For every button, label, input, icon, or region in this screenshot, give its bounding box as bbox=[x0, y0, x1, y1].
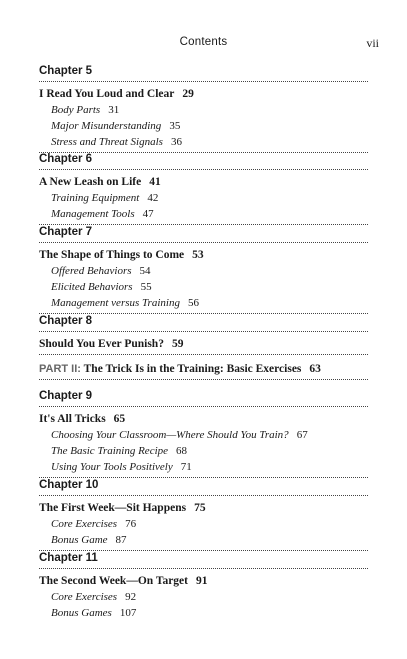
section-entry[interactable] bbox=[39, 102, 368, 118]
section-entry[interactable] bbox=[39, 118, 368, 134]
chapter-8 bbox=[39, 314, 368, 359]
section-title: Core Exercises bbox=[51, 591, 118, 603]
page-ref: 76 bbox=[125, 518, 137, 530]
section-entry[interactable] bbox=[39, 459, 368, 475]
chapter-10 bbox=[39, 478, 368, 555]
section-title: Using Your Tools Positively bbox=[51, 461, 173, 473]
chapter-label: Chapter 8 bbox=[39, 315, 93, 327]
page-ref: 53 bbox=[192, 249, 204, 261]
section-entry[interactable] bbox=[39, 427, 368, 443]
section-entry[interactable] bbox=[39, 134, 368, 150]
page-ref: 107 bbox=[119, 607, 137, 619]
page-ref: 92 bbox=[125, 591, 137, 603]
chapter-title: It's All Tricks bbox=[39, 413, 106, 425]
section-title: Offered Behaviors bbox=[51, 265, 132, 277]
contents-heading: Contents bbox=[179, 36, 228, 48]
page-ref: 91 bbox=[196, 575, 208, 587]
section-title: The Basic Training Recipe bbox=[51, 445, 169, 457]
page-ref: 75 bbox=[194, 502, 206, 514]
page-ref: 42 bbox=[147, 192, 159, 204]
dotted-divider bbox=[39, 495, 368, 497]
section-title: Major Misunderstanding bbox=[51, 120, 162, 132]
page-ref: 41 bbox=[149, 176, 161, 188]
section-entry[interactable] bbox=[39, 443, 368, 459]
section-title: Management Tools bbox=[51, 208, 135, 220]
section-title: Training Equipment bbox=[51, 192, 140, 204]
section-entry[interactable] bbox=[39, 516, 368, 532]
chapter-label: Chapter 6 bbox=[39, 153, 93, 165]
chapter-title: The Shape of Things to Come bbox=[39, 249, 185, 261]
chapter-title-entry[interactable] bbox=[39, 174, 368, 190]
dotted-divider bbox=[39, 331, 368, 333]
part-number: PART II: bbox=[39, 363, 81, 375]
section-entry[interactable] bbox=[39, 190, 368, 206]
page-ref: 68 bbox=[176, 445, 188, 457]
section-title: Core Exercises bbox=[51, 518, 118, 530]
page-ref: 47 bbox=[142, 208, 154, 220]
chapter-title-entry[interactable] bbox=[39, 500, 368, 516]
page-ref: 65 bbox=[113, 413, 126, 425]
chapter-title: The First Week—Sit Happens bbox=[39, 502, 187, 514]
chapter-label: Chapter 5 bbox=[39, 65, 93, 77]
chapter-title-entry[interactable] bbox=[39, 86, 368, 102]
chapter-title-entry[interactable] bbox=[39, 411, 368, 427]
section-entry[interactable] bbox=[39, 295, 368, 311]
chapter-5 bbox=[39, 64, 368, 157]
section-entry[interactable] bbox=[39, 532, 368, 548]
dotted-divider bbox=[39, 169, 368, 171]
page-ref: 36 bbox=[170, 136, 182, 148]
section-title: Bonus Games bbox=[51, 607, 112, 619]
dotted-divider bbox=[39, 354, 368, 356]
page-ref: 87 bbox=[115, 534, 127, 546]
page-ref: 35 bbox=[169, 120, 181, 132]
part-title: The Trick Is in the Training: Basic Exercises bbox=[83, 363, 302, 375]
section-title: Management versus Training bbox=[51, 297, 180, 309]
page-ref: 67 bbox=[296, 429, 308, 441]
section-entry[interactable] bbox=[39, 206, 368, 222]
chapter-label: Chapter 9 bbox=[39, 390, 93, 402]
chapter-title: A New Leash on Life bbox=[39, 176, 142, 188]
page-ref: 54 bbox=[139, 265, 151, 277]
section-title: Bonus Game bbox=[51, 534, 108, 546]
chapter-11 bbox=[39, 551, 368, 621]
chapter-title-entry[interactable] bbox=[39, 573, 368, 589]
chapter-label: Chapter 7 bbox=[39, 226, 93, 238]
page-ref: 63 bbox=[309, 363, 321, 375]
section-title: Stress and Threat Signals bbox=[51, 136, 163, 148]
page-number: vii bbox=[366, 36, 379, 50]
dotted-divider bbox=[39, 379, 368, 381]
page-ref: 71 bbox=[180, 461, 192, 473]
chapter-title: The Second Week—On Target bbox=[39, 575, 188, 587]
page-ref: 29 bbox=[182, 88, 194, 100]
dotted-divider bbox=[39, 81, 368, 83]
page-header bbox=[0, 36, 407, 54]
dotted-divider bbox=[39, 568, 368, 570]
chapter-7 bbox=[39, 225, 368, 318]
chapter-title-entry[interactable] bbox=[39, 336, 368, 352]
section-entry[interactable] bbox=[39, 605, 368, 621]
chapter-6 bbox=[39, 152, 368, 229]
page-ref: 56 bbox=[187, 297, 199, 309]
section-title: Elicited Behaviors bbox=[51, 281, 133, 293]
section-entry[interactable] bbox=[39, 263, 368, 279]
chapter-title: I Read You Loud and Clear bbox=[39, 88, 175, 100]
page-ref: 31 bbox=[108, 104, 120, 116]
page-ref: 55 bbox=[140, 281, 152, 293]
chapter-9 bbox=[39, 389, 368, 482]
dotted-divider bbox=[39, 406, 368, 408]
section-title: Body Parts bbox=[51, 104, 101, 116]
chapter-title-entry[interactable] bbox=[39, 247, 368, 263]
chapter-title: Should You Ever Punish? bbox=[39, 338, 164, 350]
chapter-label: Chapter 11 bbox=[39, 552, 98, 564]
section-title: Choosing Your Classroom—Where Should You Train? bbox=[51, 429, 289, 441]
dotted-divider bbox=[39, 242, 368, 244]
part-2 bbox=[39, 361, 368, 384]
chapter-label: Chapter 10 bbox=[39, 479, 99, 491]
part-entry[interactable] bbox=[39, 361, 368, 377]
page-ref: 59 bbox=[171, 338, 184, 350]
section-entry[interactable] bbox=[39, 589, 368, 605]
section-entry[interactable] bbox=[39, 279, 368, 295]
